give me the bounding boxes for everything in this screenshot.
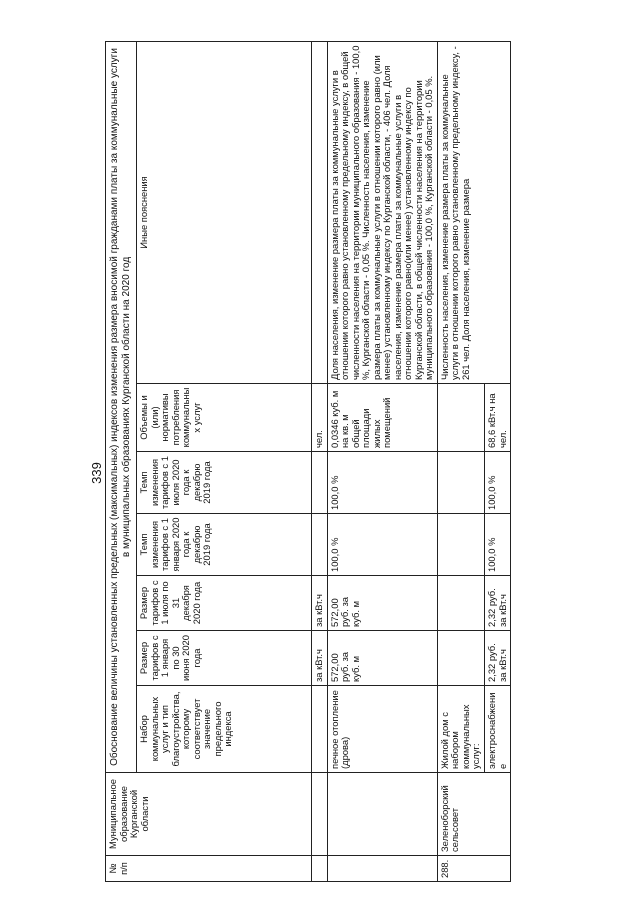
header-service-set: Набор коммунальных услуг и тип благоустройства, которому соответствует значение предельного индекса — [137, 686, 312, 773]
header-row-title — [106, 41, 137, 881]
service-heating: печное отопление (дрова) — [327, 686, 437, 773]
header-tariff-h1: Размер тарифов с 1 января по 30 июня 2020 года — [137, 631, 312, 686]
header-notes: Иные пояснения — [137, 41, 312, 383]
rate-jul-heating: 100,0 % — [327, 452, 437, 514]
page-number: 339 — [89, 462, 104, 484]
notes-288: Численность населения, изменение размера платы за коммунальные услуги в отношении которого равно установленному предельному индексу, - 261 чел. Доля населения, изменение размера — [437, 41, 510, 383]
service-set-house: Жилой дом с набором коммунальных услуг: — [437, 686, 484, 773]
table-title: Обоснование величины установленных предельных (максимальных) индексов изменения размера вносимой гражданами платы за коммунальные услуги в муниципальных образованиях Курганской области на 2020 год — [106, 41, 137, 772]
tariff-h1-heating: 572,00 руб. за куб. м — [327, 631, 437, 686]
service-electric: электроснабжение — [484, 686, 510, 773]
header-rate-jul: Темп изменения тарифов с 1 июля 2020 года к декабрю 2019 года — [137, 452, 312, 514]
volume-electric: 68,6 кВт.ч на чел. — [484, 384, 510, 452]
notes-heating: Доля населения, изменение размера платы за коммунальные услуги в отношении которого равно установленному предельному индексу, в общей численности населения на территории муниципального образования - 100,0 %, Курганской области - 0,05 %. Численность населения, изменение размера платы за коммунальные услуги в отношении которого равно (или менее) установленному индексу по Курганской области, - 406 чел. Доля населения, изменение размера платы за коммунальные услуги в отношении которого равно(или менее) установленному индексу по Курганской области, в общей численности населения на территории муниципального образования - 100,0 %, Курганской области - 0,05 %. — [327, 41, 437, 383]
header-municipality: Муниципальное образование Курганской области — [106, 773, 312, 856]
volume-heating: 0,0346 куб. м на кв. м общей площади жилых помещений — [327, 384, 437, 452]
header-tariff-h2: Размер тарифов с 1 июля по 31 декабря 2020 года — [137, 576, 312, 631]
header-row-columns — [137, 41, 312, 881]
table-row — [437, 41, 484, 881]
unit-tariff-h1: за кВт.ч — [312, 631, 328, 686]
header-rate-jan: Темп изменения тарифов с 1 января 2020 года к декабрю 2019 года — [137, 514, 312, 576]
unit-tariff-h2: за кВт.ч — [312, 576, 328, 631]
rate-jan-electric: 100,0 % — [484, 514, 510, 576]
table-row — [312, 41, 328, 881]
row-number: 288. — [437, 856, 510, 882]
unit-volume: чел. — [312, 384, 328, 452]
tariff-h1-electric: 2,32 руб. за кВт.ч — [484, 631, 510, 686]
tariff-h2-electric: 2,32 руб. за кВт.ч — [484, 576, 510, 631]
header-volume: Объемы и (или) нормативы потребления коммунальных услуг — [137, 384, 312, 452]
rotated-table-container — [105, 42, 535, 882]
header-num: № п/п — [106, 856, 312, 882]
municipality-name: Зеленоборский сельсовет — [437, 773, 510, 856]
rate-jul-electric: 100,0 % — [484, 452, 510, 514]
tariff-h2-heating: 572,00 руб. за куб. м — [327, 576, 437, 631]
rate-jan-heating: 100,0 % — [327, 514, 437, 576]
tariff-index-table — [105, 41, 511, 882]
table-row — [327, 41, 437, 881]
